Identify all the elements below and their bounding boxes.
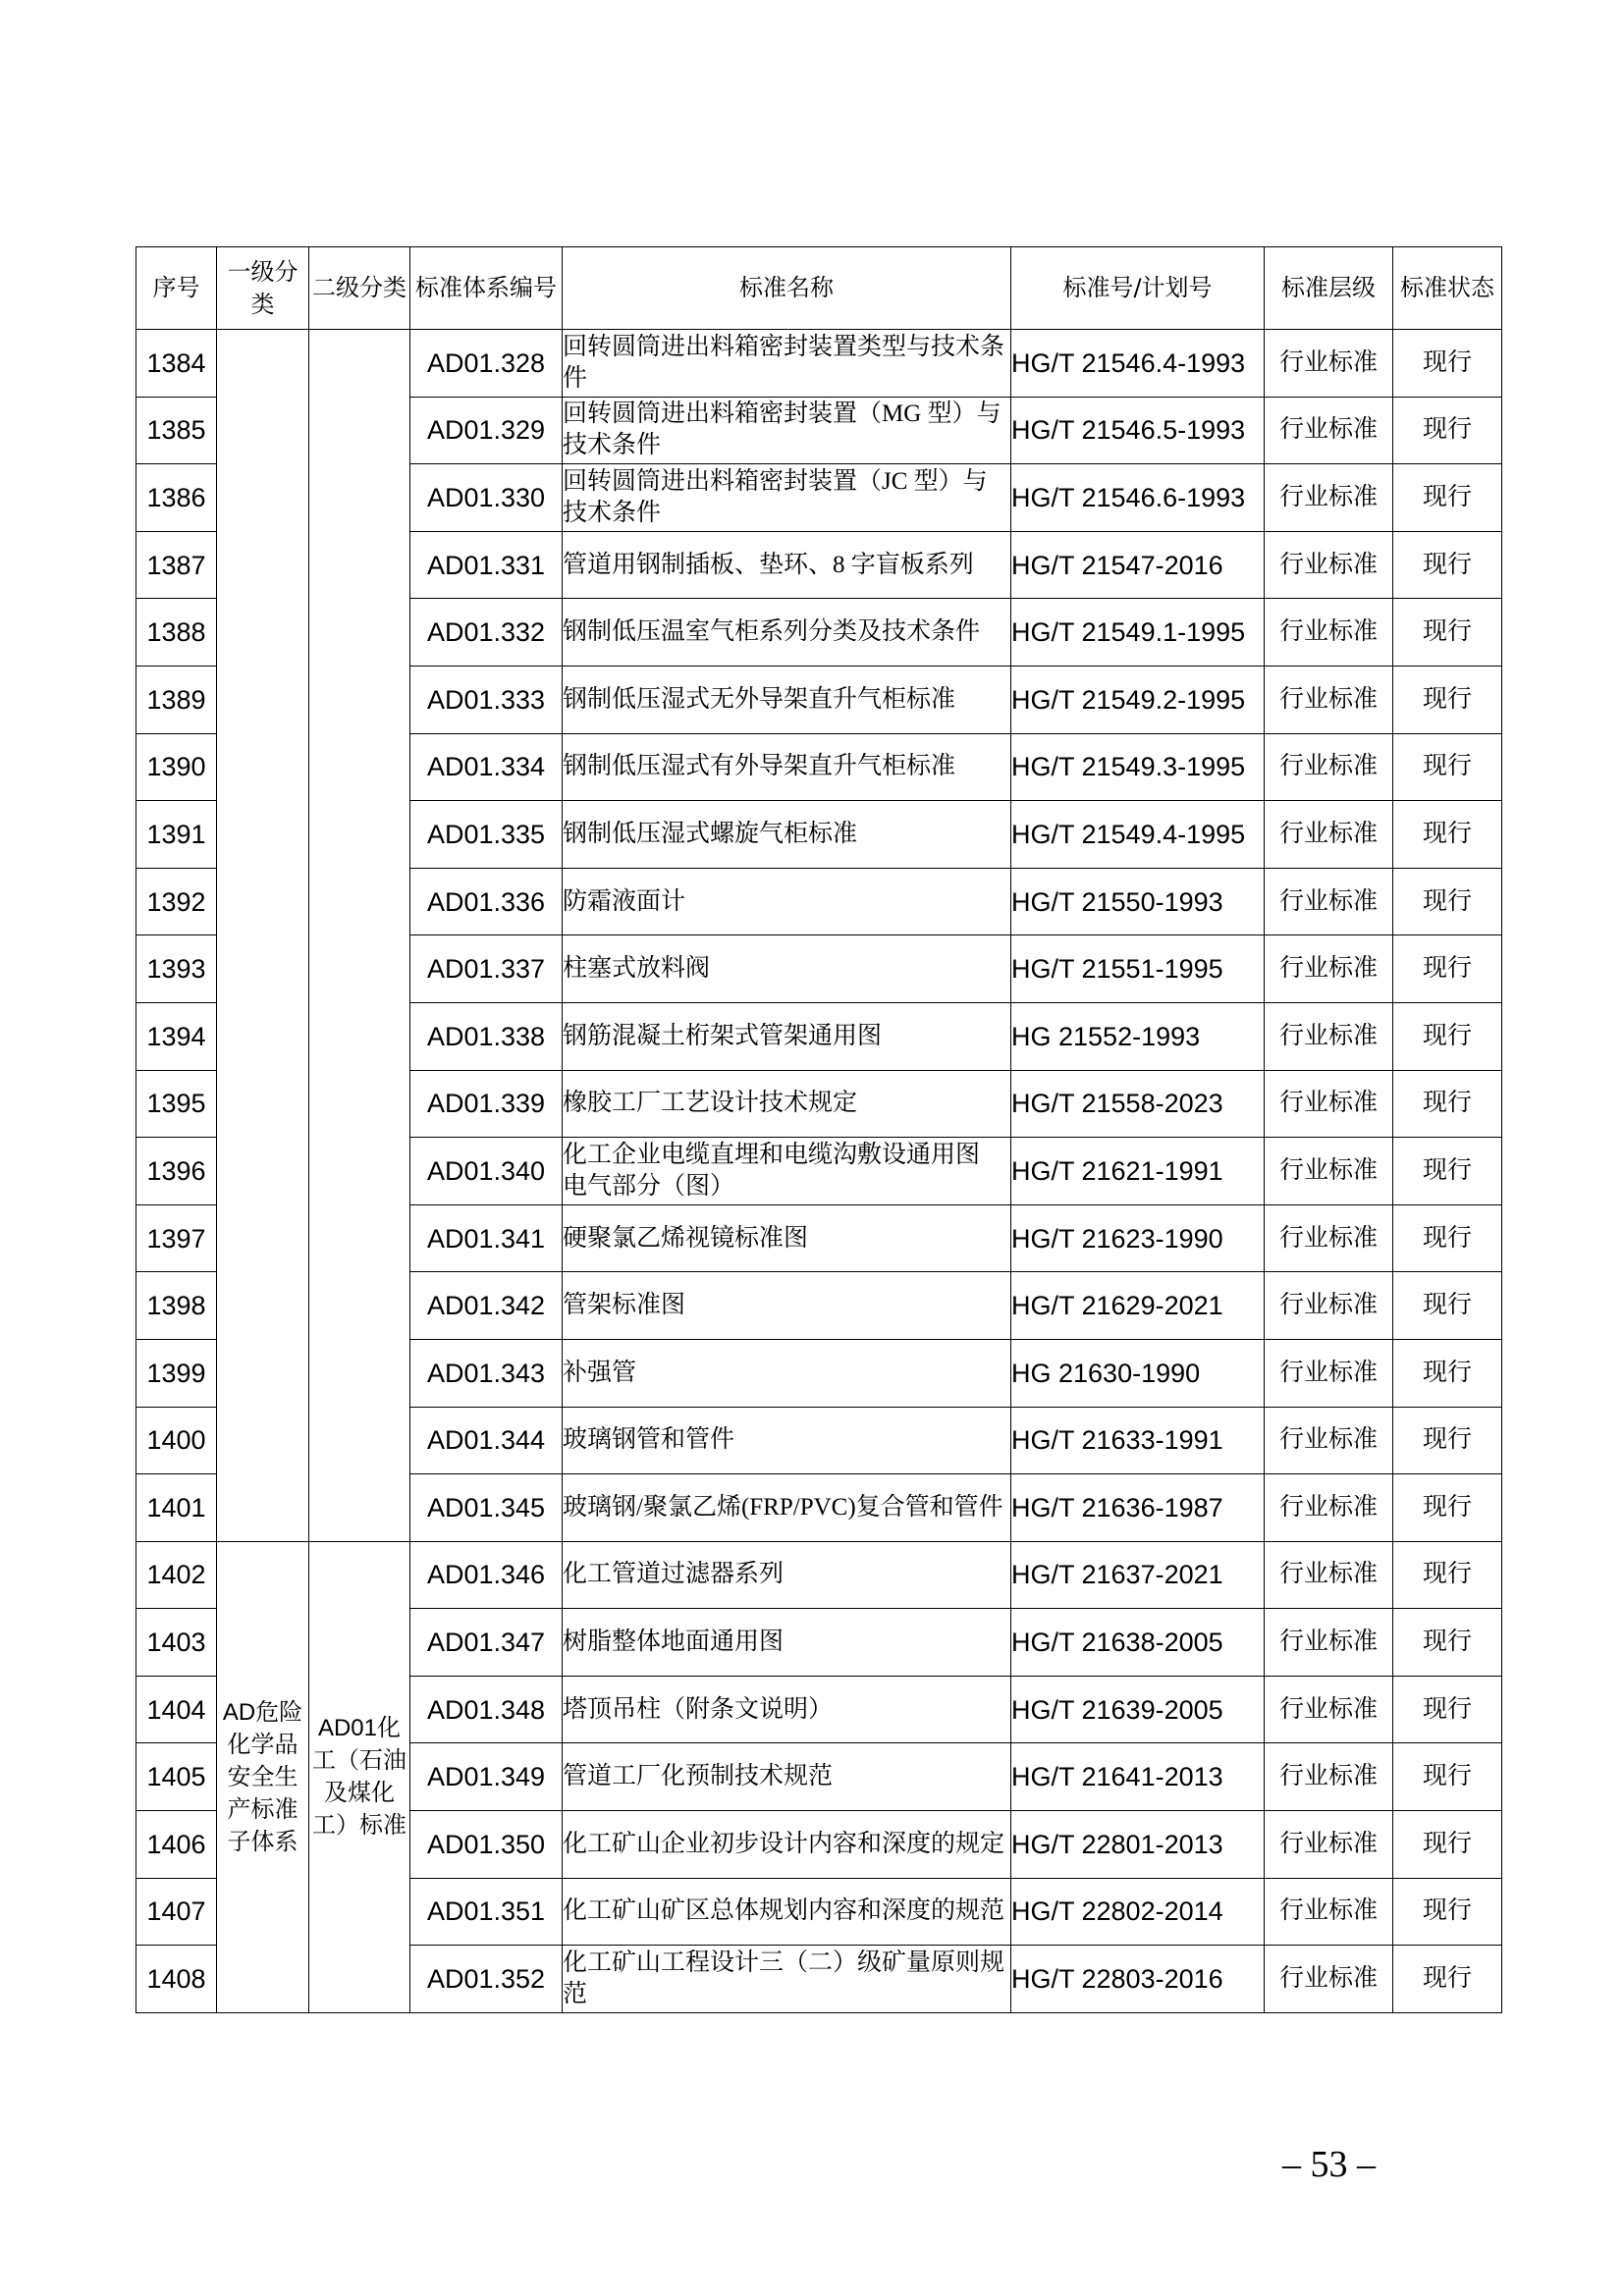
header-level1-category: 一级分类 — [217, 247, 309, 330]
standard-number-cell: HG 21630-1990 — [1011, 1339, 1265, 1407]
standard-name-cell: 管架标准图 — [563, 1272, 1011, 1340]
standard-name-cell: 补强管 — [563, 1339, 1011, 1407]
standard-name-cell: 硬聚氯乙烯视镜标准图 — [563, 1204, 1011, 1272]
standard-number-cell: HG/T 21547-2016 — [1011, 531, 1265, 599]
seq-cell: 1388 — [136, 599, 217, 667]
table-header — [136, 247, 1502, 330]
system-code-cell: AD01.350 — [410, 1811, 563, 1879]
system-code-cell: AD01.336 — [410, 868, 563, 935]
standard-name-cell: 柱塞式放料阀 — [563, 935, 1011, 1003]
standard-name-cell: 回转圆筒进出料箱密封装置（MG 型）与技术条件 — [563, 397, 1011, 464]
standard-name-cell: 橡胶工厂工艺设计技术规定 — [563, 1070, 1011, 1138]
level1-category-cell — [217, 330, 309, 1542]
standard-number-cell: HG/T 21546.4-1993 — [1011, 330, 1265, 398]
standard-level-cell: 行业标准 — [1265, 1474, 1393, 1542]
standard-status-cell: 现行 — [1393, 1541, 1502, 1609]
standard-status-cell: 现行 — [1393, 397, 1502, 464]
standard-status-cell: 现行 — [1393, 1474, 1502, 1542]
standard-number-cell: HG/T 21623-1990 — [1011, 1204, 1265, 1272]
seq-cell: 1392 — [136, 868, 217, 935]
header-standard-name: 标准名称 — [563, 247, 1011, 330]
standard-status-cell: 现行 — [1393, 868, 1502, 935]
seq-cell: 1396 — [136, 1138, 217, 1205]
seq-cell: 1391 — [136, 801, 217, 869]
system-code-cell: AD01.344 — [410, 1407, 563, 1474]
standard-level-cell: 行业标准 — [1265, 1676, 1393, 1743]
system-code-cell: AD01.346 — [410, 1541, 563, 1609]
system-code-cell: AD01.329 — [410, 397, 563, 464]
system-code-cell: AD01.337 — [410, 935, 563, 1003]
standard-status-cell: 现行 — [1393, 801, 1502, 869]
system-code-cell: AD01.347 — [410, 1609, 563, 1677]
system-code-cell: AD01.331 — [410, 531, 563, 599]
system-code-cell: AD01.328 — [410, 330, 563, 398]
standard-number-cell: HG/T 21551-1995 — [1011, 935, 1265, 1003]
standard-number-cell: HG/T 21633-1991 — [1011, 1407, 1265, 1474]
standard-name-cell: 化工矿山企业初步设计内容和深度的规定 — [563, 1811, 1011, 1879]
standard-number-cell: HG/T 21546.5-1993 — [1011, 397, 1265, 464]
standard-level-cell: 行业标准 — [1265, 1946, 1393, 2013]
seq-cell: 1387 — [136, 531, 217, 599]
standard-status-cell: 现行 — [1393, 1407, 1502, 1474]
standard-level-cell: 行业标准 — [1265, 868, 1393, 935]
standard-number-cell: HG/T 21546.6-1993 — [1011, 464, 1265, 532]
standard-name-cell: 管道用钢制插板、垫环、8 字盲板系列 — [563, 531, 1011, 599]
system-code-cell: AD01.335 — [410, 801, 563, 869]
standard-level-cell: 行业标准 — [1265, 464, 1393, 532]
seq-cell: 1405 — [136, 1743, 217, 1811]
standard-number-cell: HG/T 21629-2021 — [1011, 1272, 1265, 1340]
standard-status-cell: 现行 — [1393, 1138, 1502, 1205]
standard-level-cell: 行业标准 — [1265, 1070, 1393, 1138]
standard-level-cell: 行业标准 — [1265, 935, 1393, 1003]
seq-cell: 1403 — [136, 1609, 217, 1677]
standard-level-cell: 行业标准 — [1265, 1339, 1393, 1407]
level1-category-cell: AD危险化学品安全生产标准子体系 — [217, 1541, 309, 2012]
system-code-cell: AD01.334 — [410, 733, 563, 801]
standard-name-cell: 化工企业电缆直埋和电缆沟敷设通用图 电气部分（图） — [563, 1138, 1011, 1205]
seq-cell: 1395 — [136, 1070, 217, 1138]
seq-cell: 1407 — [136, 1878, 217, 1946]
standard-status-cell: 现行 — [1393, 733, 1502, 801]
standard-status-cell: 现行 — [1393, 531, 1502, 599]
standard-level-cell: 行业标准 — [1265, 1609, 1393, 1677]
seq-cell: 1385 — [136, 397, 217, 464]
standard-status-cell: 现行 — [1393, 1946, 1502, 2013]
standard-status-cell: 现行 — [1393, 1676, 1502, 1743]
standards-table — [135, 246, 1502, 2013]
seq-cell: 1398 — [136, 1272, 217, 1340]
standard-number-cell: HG/T 21621-1991 — [1011, 1138, 1265, 1205]
standard-name-cell: 玻璃钢/聚氯乙烯(FRP/PVC)复合管和管件 — [563, 1474, 1011, 1542]
standard-name-cell: 玻璃钢管和管件 — [563, 1407, 1011, 1474]
standard-number-cell: HG/T 21636-1987 — [1011, 1474, 1265, 1542]
seq-cell: 1390 — [136, 733, 217, 801]
table-body — [136, 330, 1502, 2013]
standard-level-cell: 行业标准 — [1265, 1743, 1393, 1811]
header-level2-category: 二级分类 — [309, 247, 410, 330]
standard-level-cell: 行业标准 — [1265, 1811, 1393, 1879]
standard-level-cell: 行业标准 — [1265, 397, 1393, 464]
standard-name-cell: 钢筋混凝土桁架式管架通用图 — [563, 1002, 1011, 1070]
standard-number-cell: HG/T 21639-2005 — [1011, 1676, 1265, 1743]
standard-number-cell: HG/T 21549.4-1995 — [1011, 801, 1265, 869]
standard-level-cell: 行业标准 — [1265, 330, 1393, 398]
standard-status-cell: 现行 — [1393, 1811, 1502, 1879]
seq-cell: 1394 — [136, 1002, 217, 1070]
standard-name-cell: 回转圆筒进出料箱密封装置类型与技术条件 — [563, 330, 1011, 398]
standard-name-cell: 钢制低压湿式螺旋气柜标准 — [563, 801, 1011, 869]
system-code-cell: AD01.330 — [410, 464, 563, 532]
table-row — [136, 1541, 1502, 1609]
standard-number-cell: HG/T 21558-2023 — [1011, 1070, 1265, 1138]
level2-category-cell — [309, 330, 410, 1542]
system-code-cell: AD01.345 — [410, 1474, 563, 1542]
standard-level-cell: 行业标准 — [1265, 1272, 1393, 1340]
system-code-cell: AD01.340 — [410, 1138, 563, 1205]
standard-status-cell: 现行 — [1393, 666, 1502, 733]
seq-cell: 1406 — [136, 1811, 217, 1879]
system-code-cell: AD01.341 — [410, 1204, 563, 1272]
standard-level-cell: 行业标准 — [1265, 666, 1393, 733]
standard-number-cell: HG/T 21549.1-1995 — [1011, 599, 1265, 667]
standard-number-cell: HG/T 21550-1993 — [1011, 868, 1265, 935]
standard-level-cell: 行业标准 — [1265, 599, 1393, 667]
standard-number-cell: HG/T 21549.3-1995 — [1011, 733, 1265, 801]
seq-cell: 1399 — [136, 1339, 217, 1407]
header-standard-number: 标准号/计划号 — [1011, 247, 1265, 330]
standard-name-cell: 钢制低压温室气柜系列分类及技术条件 — [563, 599, 1011, 667]
standard-status-cell: 现行 — [1393, 1204, 1502, 1272]
standard-level-cell: 行业标准 — [1265, 1407, 1393, 1474]
standard-level-cell: 行业标准 — [1265, 1541, 1393, 1609]
standard-number-cell: HG/T 21641-2013 — [1011, 1743, 1265, 1811]
system-code-cell: AD01.349 — [410, 1743, 563, 1811]
standard-number-cell: HG/T 22803-2016 — [1011, 1946, 1265, 2013]
standard-level-cell: 行业标准 — [1265, 1138, 1393, 1205]
standard-name-cell: 回转圆筒进出料箱密封装置（JC 型）与技术条件 — [563, 464, 1011, 532]
standard-level-cell: 行业标准 — [1265, 733, 1393, 801]
page-number: – 53 – — [1282, 2144, 1376, 2185]
system-code-cell: AD01.351 — [410, 1878, 563, 1946]
level2-category-cell: AD01化工（石油及煤化工）标准 — [309, 1541, 410, 2012]
standard-name-cell: 防霜液面计 — [563, 868, 1011, 935]
system-code-cell: AD01.348 — [410, 1676, 563, 1743]
standard-level-cell: 行业标准 — [1265, 531, 1393, 599]
standard-status-cell: 现行 — [1393, 1272, 1502, 1340]
system-code-cell: AD01.339 — [410, 1070, 563, 1138]
standard-status-cell: 现行 — [1393, 1878, 1502, 1946]
standard-level-cell: 行业标准 — [1265, 1204, 1393, 1272]
standard-name-cell: 化工管道过滤器系列 — [563, 1541, 1011, 1609]
system-code-cell: AD01.333 — [410, 666, 563, 733]
standard-number-cell: HG/T 21549.2-1995 — [1011, 666, 1265, 733]
standard-number-cell: HG/T 21638-2005 — [1011, 1609, 1265, 1677]
seq-cell: 1408 — [136, 1946, 217, 2013]
standard-status-cell: 现行 — [1393, 599, 1502, 667]
standard-name-cell: 化工矿山矿区总体规划内容和深度的规范 — [563, 1878, 1011, 1946]
seq-cell: 1393 — [136, 935, 217, 1003]
seq-cell: 1401 — [136, 1474, 217, 1542]
header-standard-level: 标准层级 — [1265, 247, 1393, 330]
seq-cell: 1389 — [136, 666, 217, 733]
standard-number-cell: HG/T 22802-2014 — [1011, 1878, 1265, 1946]
system-code-cell: AD01.352 — [410, 1946, 563, 2013]
table-row — [136, 330, 1502, 398]
standard-number-cell: HG/T 21637-2021 — [1011, 1541, 1265, 1609]
seq-cell: 1402 — [136, 1541, 217, 1609]
header-system-code: 标准体系编号 — [410, 247, 563, 330]
system-code-cell: AD01.332 — [410, 599, 563, 667]
standard-name-cell: 钢制低压湿式有外导架直升气柜标准 — [563, 733, 1011, 801]
system-code-cell: AD01.342 — [410, 1272, 563, 1340]
standard-number-cell: HG 21552-1993 — [1011, 1002, 1265, 1070]
standard-status-cell: 现行 — [1393, 464, 1502, 532]
standard-status-cell: 现行 — [1393, 1070, 1502, 1138]
standard-status-cell: 现行 — [1393, 330, 1502, 398]
standard-number-cell: HG/T 22801-2013 — [1011, 1811, 1265, 1879]
seq-cell: 1400 — [136, 1407, 217, 1474]
system-code-cell: AD01.338 — [410, 1002, 563, 1070]
standard-status-cell: 现行 — [1393, 1002, 1502, 1070]
header-seq: 序号 — [136, 247, 217, 330]
seq-cell: 1386 — [136, 464, 217, 532]
standard-name-cell: 化工矿山工程设计三（二）级矿量原则规范 — [563, 1946, 1011, 2013]
standard-status-cell: 现行 — [1393, 1339, 1502, 1407]
standard-status-cell: 现行 — [1393, 935, 1502, 1003]
seq-cell: 1397 — [136, 1204, 217, 1272]
standard-level-cell: 行业标准 — [1265, 801, 1393, 869]
standard-name-cell: 树脂整体地面通用图 — [563, 1609, 1011, 1677]
standard-level-cell: 行业标准 — [1265, 1878, 1393, 1946]
standard-status-cell: 现行 — [1393, 1743, 1502, 1811]
header-standard-status: 标准状态 — [1393, 247, 1502, 330]
standard-status-cell: 现行 — [1393, 1609, 1502, 1677]
system-code-cell: AD01.343 — [410, 1339, 563, 1407]
standard-name-cell: 钢制低压湿式无外导架直升气柜标准 — [563, 666, 1011, 733]
standard-name-cell: 管道工厂化预制技术规范 — [563, 1743, 1011, 1811]
seq-cell: 1404 — [136, 1676, 217, 1743]
standard-name-cell: 塔顶吊柱（附条文说明） — [563, 1676, 1011, 1743]
standard-level-cell: 行业标准 — [1265, 1002, 1393, 1070]
header-row — [136, 247, 1502, 330]
seq-cell: 1384 — [136, 330, 217, 398]
